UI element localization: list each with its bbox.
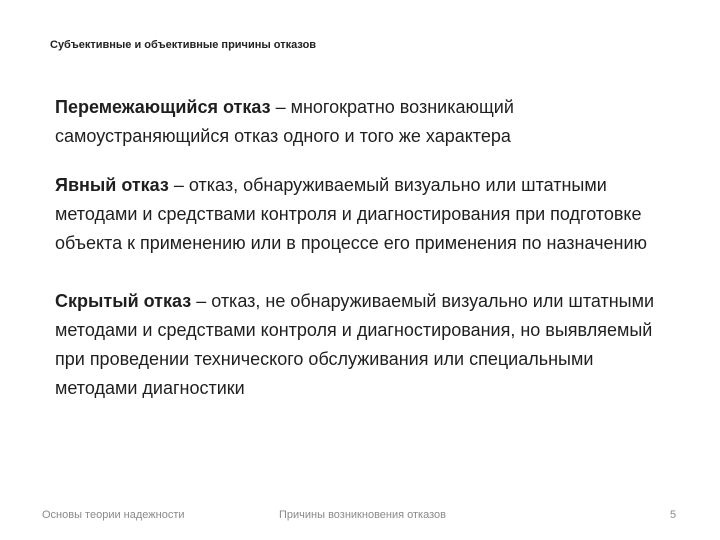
definition-term: Перемежающийся отказ <box>55 97 271 117</box>
page-number: 5 <box>670 509 677 521</box>
definition-text: – отказ, обнаруживаемый визуально или штатными методами и средствами контроля и диагностирования при подготовке объекта к применению или в процессе его применения по назначению <box>55 175 647 253</box>
slide-title: Субъективные и объективные причины отказов <box>50 39 317 51</box>
definition-term: Явный отказ <box>55 175 169 195</box>
footer-course-title: Основы теории надежности <box>42 509 185 521</box>
definition-text: – многократно возникающий самоустраняющийся отказ одного и того же характера <box>55 97 514 146</box>
definition-explicit-failure <box>55 171 675 258</box>
definition-term: Скрытый отказ <box>55 291 192 311</box>
definition-hidden-failure <box>55 287 675 403</box>
definition-text: – отказ, не обнаруживаемый визуально или штатными методами и средствами контроля и диагностирования, но выявляемый при проведении технического обслуживания или специальными методами диагностики <box>55 291 655 398</box>
definition-intermittent-failure <box>55 93 675 151</box>
definitions-block <box>55 93 675 403</box>
footer-section-title: Причины возникновения отказов <box>279 509 446 521</box>
